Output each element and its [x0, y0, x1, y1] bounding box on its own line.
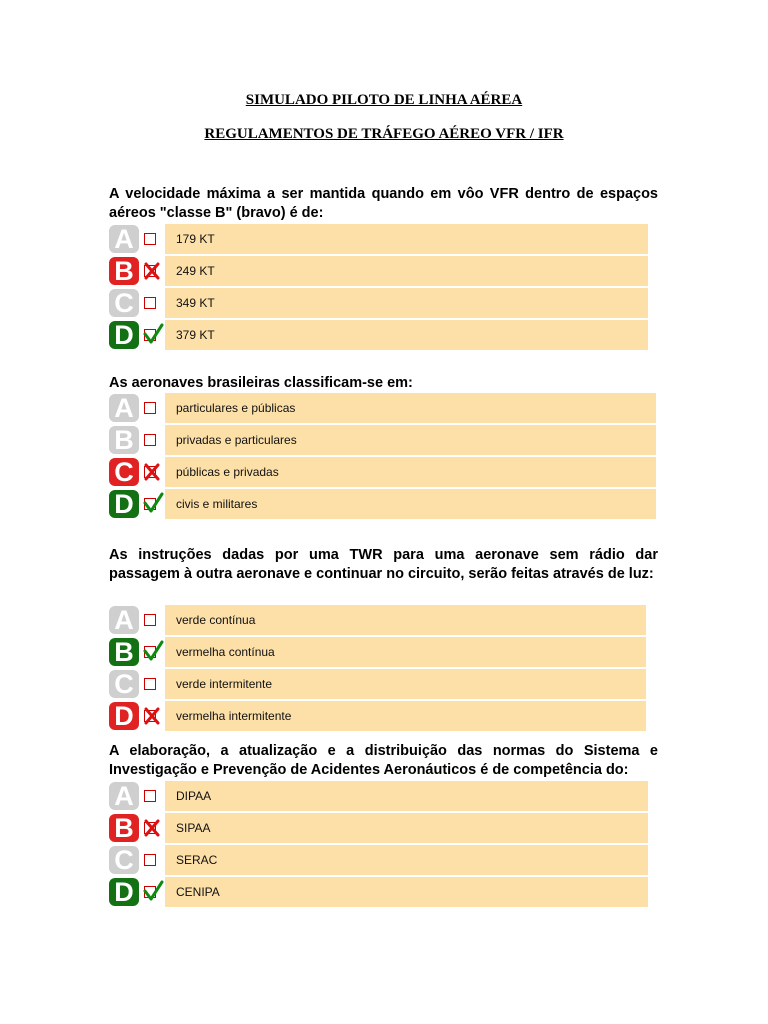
option-letter-badge: D — [109, 490, 139, 518]
answer-option-c[interactable] — [109, 288, 648, 319]
option-letter-badge: C — [109, 846, 139, 874]
option-answer-text: SIPAA — [176, 821, 211, 835]
answer-option-a[interactable] — [109, 393, 656, 424]
option-letter-badge: D — [109, 321, 139, 349]
option-answer-cell[interactable] — [165, 701, 646, 732]
check-mark-icon — [142, 879, 164, 903]
option-answer-text: DIPAA — [176, 789, 212, 803]
question-text: A velocidade máxima a ser mantida quando em vôo VFR dentro de espaços aéreos "classe B" (bravo) é de: — [109, 186, 658, 221]
option-answer-cell[interactable] — [165, 425, 656, 456]
option-letter-badge: C — [109, 670, 139, 698]
cross-mark-icon — [142, 459, 164, 483]
check-mark-icon — [142, 322, 164, 346]
option-answer-text: particulares e públicas — [176, 401, 296, 415]
question-text: As aeronaves brasileiras classificam-se em: — [109, 375, 413, 391]
option-answer-text: 249 KT — [176, 264, 215, 278]
option-answer-cell[interactable] — [165, 877, 648, 908]
option-answer-cell[interactable] — [165, 393, 656, 424]
option-answer-cell[interactable] — [165, 489, 656, 520]
page-subtitle: REGULAMENTOS DE TRÁFEGO AÉREO VFR / IFR — [204, 126, 564, 142]
answer-checkbox[interactable] — [144, 402, 156, 414]
answer-option-b[interactable] — [109, 813, 648, 844]
answer-option-a[interactable] — [109, 224, 648, 255]
cross-mark-icon — [142, 258, 164, 282]
option-answer-cell[interactable] — [165, 669, 646, 700]
option-letter-badge: C — [109, 289, 139, 317]
option-letter-badge: C — [109, 458, 139, 486]
page-title: SIMULADO PILOTO DE LINHA AÉREA — [245, 92, 523, 108]
answer-checkbox[interactable] — [144, 790, 156, 802]
option-answer-cell[interactable] — [165, 845, 648, 876]
option-answer-text: privadas e particulares — [176, 433, 297, 447]
answer-option-b[interactable] — [109, 637, 646, 668]
option-letter-badge: B — [109, 426, 139, 454]
option-letter-badge: D — [109, 702, 139, 730]
answer-option-c[interactable] — [109, 457, 656, 488]
question-text: A elaboração, a atualização e a distribuição das normas do Sistema e Investigação e Prevenção de Acidentes Aeronáuticos é de competência do: — [109, 743, 658, 778]
option-answer-text: civis e militares — [176, 497, 258, 511]
option-letter-badge: D — [109, 878, 139, 906]
option-answer-text: SERAC — [176, 853, 218, 867]
answer-checkbox[interactable] — [144, 614, 156, 626]
answer-checkbox[interactable] — [144, 678, 156, 690]
option-answer-text: vermelha intermitente — [176, 709, 292, 723]
option-letter-badge: A — [109, 225, 139, 253]
option-answer-text: 379 KT — [176, 328, 215, 342]
option-answer-cell[interactable] — [165, 288, 648, 319]
cross-mark-icon — [142, 815, 164, 839]
option-answer-text: CENIPA — [176, 885, 220, 899]
answer-option-c[interactable] — [109, 845, 648, 876]
option-answer-text: verde intermitente — [176, 677, 273, 691]
option-answer-cell[interactable] — [165, 813, 648, 844]
option-letter-badge: A — [109, 394, 139, 422]
answer-option-c[interactable] — [109, 669, 646, 700]
option-answer-cell[interactable] — [165, 637, 646, 668]
option-answer-text: vermelha contínua — [176, 645, 275, 659]
answer-option-d[interactable] — [109, 877, 648, 908]
answer-checkbox[interactable] — [144, 434, 156, 446]
option-letter-badge: A — [109, 782, 139, 810]
cross-mark-icon — [142, 703, 164, 727]
question-text: As instruções dadas por uma TWR para uma aeronave sem rádio dar passagem à outra aeronave e continuar no circuito, serão feitas através de luz: — [109, 547, 658, 582]
option-letter-badge: A — [109, 606, 139, 634]
answer-option-d[interactable] — [109, 320, 648, 351]
answer-option-d[interactable] — [109, 701, 646, 732]
option-letter-badge: B — [109, 814, 139, 842]
option-answer-cell[interactable] — [165, 605, 646, 636]
answer-option-a[interactable] — [109, 605, 646, 636]
answer-checkbox[interactable] — [144, 854, 156, 866]
option-answer-text: públicas e privadas — [176, 465, 279, 479]
answer-option-a[interactable] — [109, 781, 648, 812]
option-answer-text: verde contínua — [176, 613, 256, 627]
option-answer-cell[interactable] — [165, 320, 648, 351]
answer-checkbox[interactable] — [144, 233, 156, 245]
option-letter-badge: B — [109, 638, 139, 666]
option-letter-badge: B — [109, 257, 139, 285]
check-mark-icon — [142, 639, 164, 663]
option-answer-cell[interactable] — [165, 224, 648, 255]
option-answer-cell[interactable] — [165, 781, 648, 812]
answer-checkbox[interactable] — [144, 297, 156, 309]
option-answer-cell[interactable] — [165, 457, 656, 488]
answer-option-d[interactable] — [109, 489, 656, 520]
option-answer-text: 179 KT — [176, 232, 215, 246]
answer-option-b[interactable] — [109, 425, 656, 456]
check-mark-icon — [142, 491, 164, 515]
option-answer-cell[interactable] — [165, 256, 648, 287]
option-answer-text: 349 KT — [176, 296, 215, 310]
answer-option-b[interactable] — [109, 256, 648, 287]
